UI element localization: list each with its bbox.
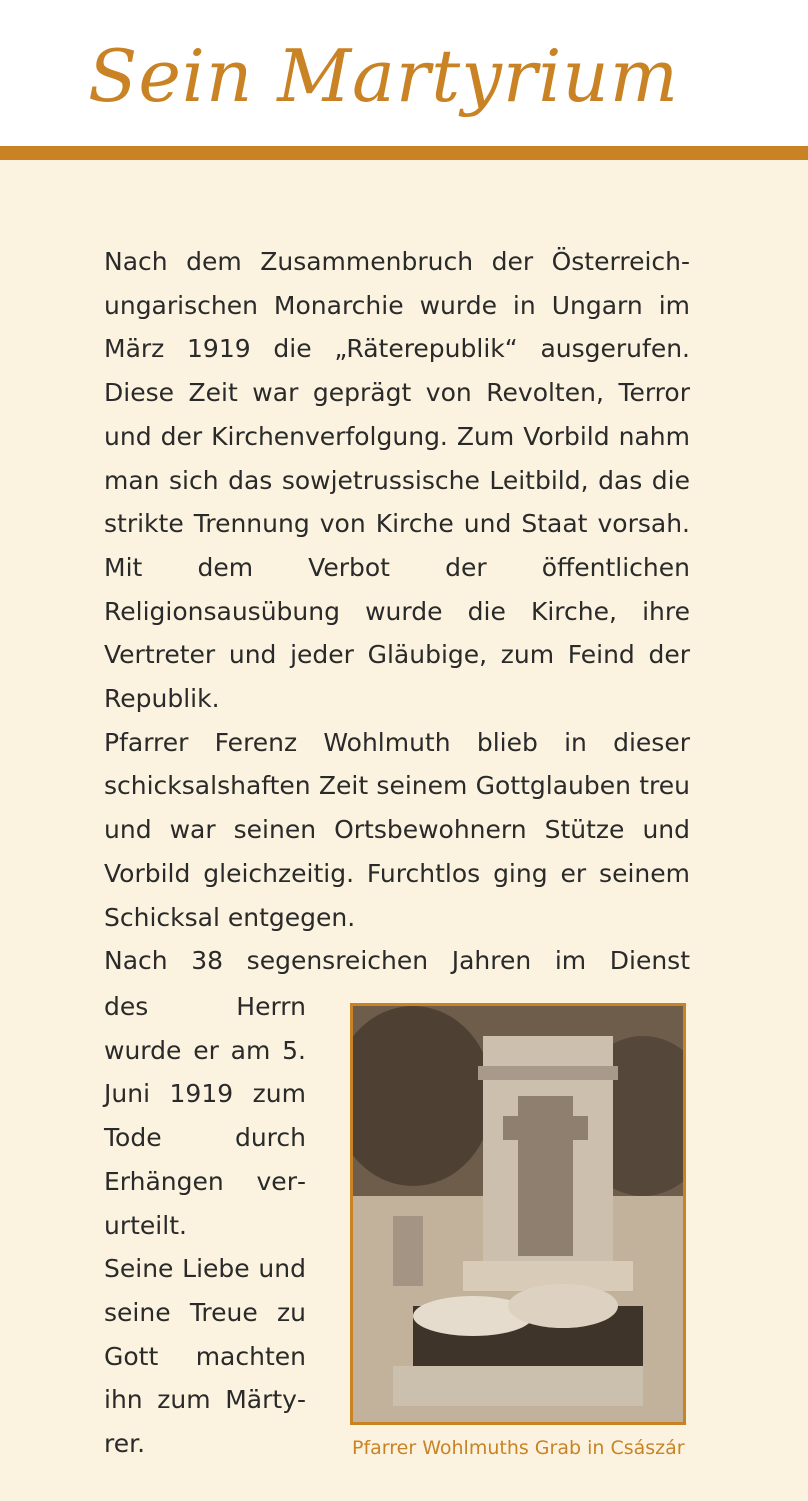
paragraph-sentence-start: Nach 38 segensreichen Jahren im Dienst	[104, 946, 690, 976]
paragraph-martyr: Seine Liebe und seine Treue zu Gott machten ihn zum Märtyrer.	[104, 1254, 306, 1459]
grave-photo	[350, 1003, 686, 1425]
page-title: Sein Martyrium	[88, 34, 679, 118]
main-text	[104, 240, 690, 983]
paragraph-sentence-end: des Herrn wurde er am 5. Juni 1919 zum Tode durch Erhängen verurteilt.	[104, 992, 306, 1240]
grave-photo-illustration	[353, 1006, 683, 1422]
title-rule	[0, 146, 808, 160]
side-text	[104, 985, 306, 1466]
header-band	[0, 0, 808, 146]
paragraph-priest: Pfarrer Ferenz Wohlmuth blieb in dieser schicksalshaften Zeit seinem Gottglauben treu und war seinen Ortsbewohnern Stütze und Vorbild gleichzeitig. Furchtlos ging er seinem Schicksal entgegen.	[104, 727, 690, 932]
photo-caption: Pfarrer Wohlmuths Grab in Császár	[352, 1437, 685, 1459]
paragraph-revolution: Nach dem Zusammenbruch der Österreich-ungarischen Monarchie wurde in Ungarn im März 1919 die „Räterepublik“ ausgerufen. Diese Zeit war geprägt von Revolten, Terror und der Kirchenverfolgung. Zum Vorbild nahm man sich das sowjetrussische Leitbild, das die strikte Trennung von Kirche und Staat vorsah. Mit dem Verbot der öffentlichen Religionsausübung wurde die Kirche, ihre Vertreter und jeder Gläubige, zum Feind der Republik.	[104, 247, 690, 714]
